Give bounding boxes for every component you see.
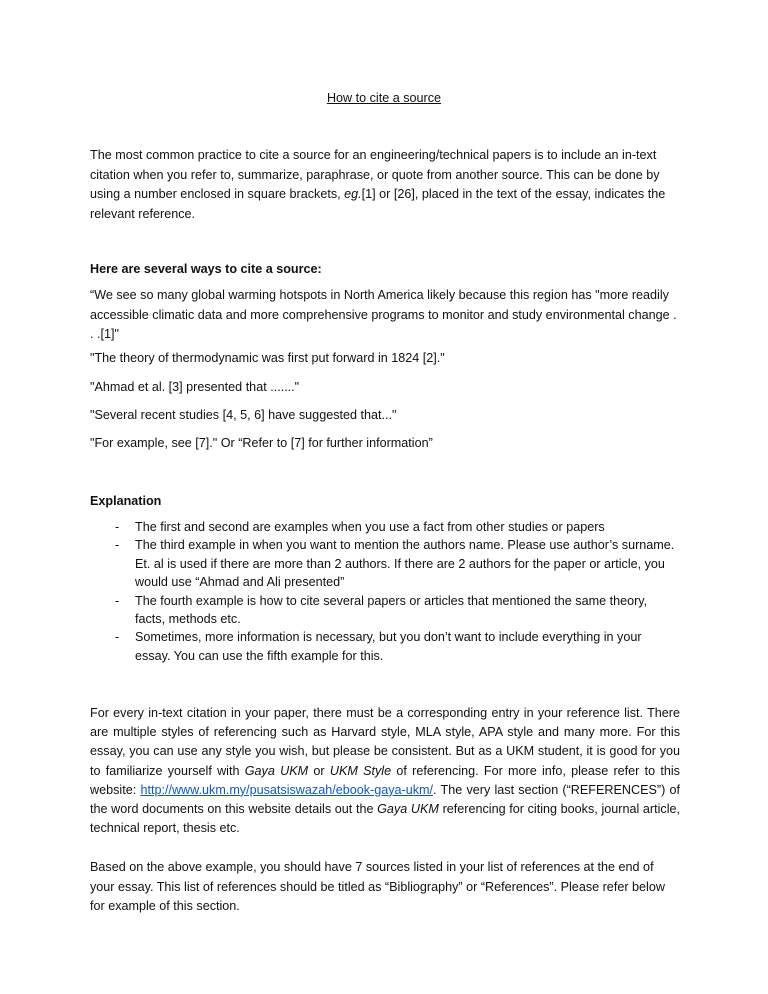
list-item: - The first and second are examples when you use a fact from other studies or papers xyxy=(115,520,605,534)
example-2: "The theory of thermodynamic was first put forward in 1824 [2]." xyxy=(90,351,445,365)
example-1: “We see so many global warming hotspots in North America likely because this region has "more readily accessible climatic data and more comprehensive programs to monitor and study environmental change . . .[1]" xyxy=(90,288,677,342)
example-4: "Several recent studies [4, 5, 6] have suggested that..." xyxy=(90,408,397,422)
page-title: How to cite a source xyxy=(326,91,442,105)
gaya-ukm-link[interactable]: http://www.ukm.my/pusatsiswazah/ebook-gaya-ukm/ xyxy=(140,782,434,797)
closing-paragraph: Based on the above example, you should have 7 sources listed in your list of references at the end of your essay. This list of references should be titled as “Bibliography” or “References”. Please refer below for example of this section. xyxy=(90,860,665,914)
references-paragraph: For every in-text citation in your paper, there must be a corresponding entry in your reference list. There are multiple styles of referencing such as Harvard style, MLA style, APA style and many more. For this essay, you can use any style you wish, but please be consistent. But as a UKM student, it is good for you to familiarize yourself with Gaya UKM or UKM Style of referencing. For more info, please refer to this website: http://www.ukm.my/pusatsiswazah/ebook-gaya-ukm/. The very last section (“REFERENCES”) of the word documents on this website details out the Gaya UKM referencing for citing books, journal article, technical report, thesis etc. xyxy=(90,706,681,836)
explanation-heading: Explanation xyxy=(90,494,162,508)
example-5: "For example, see [7]." Or “Refer to [7] for further information” xyxy=(90,436,433,450)
intro-paragraph: The most common practice to cite a source for an engineering/technical papers is to include an in-text citation when you refer to, summarize, paraphrase, or quote from another source. This can be done by using a number enclosed in square brackets, eg.[1] or [26], placed in the text of the essay, indicates the relevant reference. xyxy=(90,148,666,221)
list-item: - Sometimes, more information is necessary, but you don’t want to include everything in your essay. You can use the fifth example for this. xyxy=(115,630,642,663)
list-item: - The third example in when you want to mention the authors name. Please use author’s surname. Et. al is used if there are more than 2 authors. If there are 2 authors for the paper or article, you would use “Ahmad and Ali presented” xyxy=(115,538,675,590)
example-3: "Ahmad et al. [3] presented that ......." xyxy=(90,380,300,394)
list-item: - The fourth example is how to cite several papers or articles that mentioned the same theory, facts, methods etc. xyxy=(115,593,648,627)
ways-heading: Here are several ways to cite a source: xyxy=(90,262,322,276)
explanation-list xyxy=(115,518,675,665)
